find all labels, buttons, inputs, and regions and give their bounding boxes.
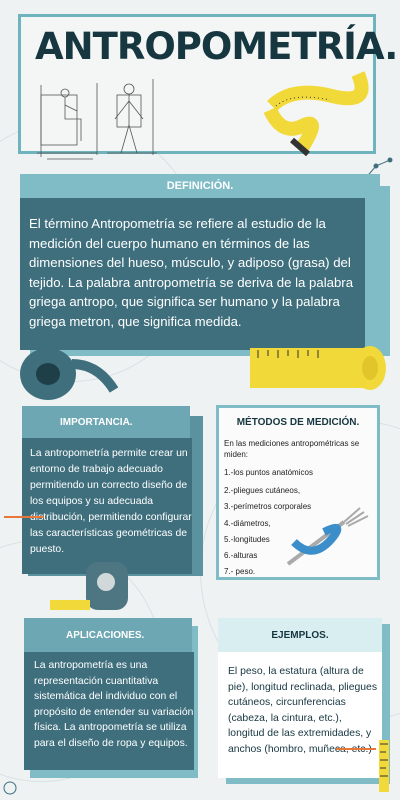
applications-text: La antropometría es una representación cuantitativa sistemática del individuo con el propósito de entender su variación física. La antropometría se utiliza para el diseño de ropa y equipos. [24, 652, 194, 770]
importance-text: La antropometría permite crear un entorno de trabajo adecuado permitiendo un correcto diseño de los equipos y su adecuada distribución, permitiendo configurar las características geométricas de puesto. [22, 438, 192, 574]
methods-item: 4.-diámetros, [224, 519, 271, 528]
examples-text: El peso, la estatura (altura de pie), longitud reclinada, pliegues cutáneos, circunferencias (cabeza, la cintura, etc.), longitud de las extremidades, y anchos (hombro, muñeca, etc.) [218, 652, 382, 778]
orange-dash-decoration [4, 512, 44, 522]
methods-item: 1.-los puntos anatómicos [224, 468, 313, 477]
anthropometric-diagram-image [37, 75, 161, 161]
examples-header: EJEMPLOS. [218, 618, 382, 652]
importance-header: IMPORTANCIA. [22, 406, 190, 438]
definition-text: El término Antropometría se refiere al estudio de la medición del cuerpo humano en términos de las dimensiones del hueso, músculo, y adiposo (grasa) del tejido. La palabra antropometría se deriva de la palabra griega antropo, que significa ser humano y la palabra griega metron, que significa medida. [20, 198, 365, 350]
measuring-tape-corner-image [370, 740, 398, 796]
measuring-tape-roll-image [18, 334, 390, 416]
page-title: ANTROPOMETRÍA. [35, 25, 398, 68]
applications-header: APLICACIONES. [24, 618, 192, 652]
methods-intro: En las mediciones antropométricas se miden: [224, 439, 360, 459]
methods-item: 5.-longitudes [224, 535, 270, 544]
definition-header: DEFINICIÓN. [20, 174, 380, 198]
methods-item: 6.-alturas [224, 551, 258, 560]
fork-with-tape-image [284, 502, 376, 572]
methods-header: MÉTODOS DE MEDICIÓN. [236, 416, 360, 428]
methods-item: 3.-perímetros corporales [224, 502, 312, 511]
methods-item: 7.- peso. [224, 567, 256, 576]
tape-measure-device-image [48, 560, 138, 620]
measuring-tape-image [262, 66, 380, 158]
methods-item: 2.-pliegues cutáneos, [224, 486, 301, 495]
network-dots-decoration [0, 776, 20, 800]
